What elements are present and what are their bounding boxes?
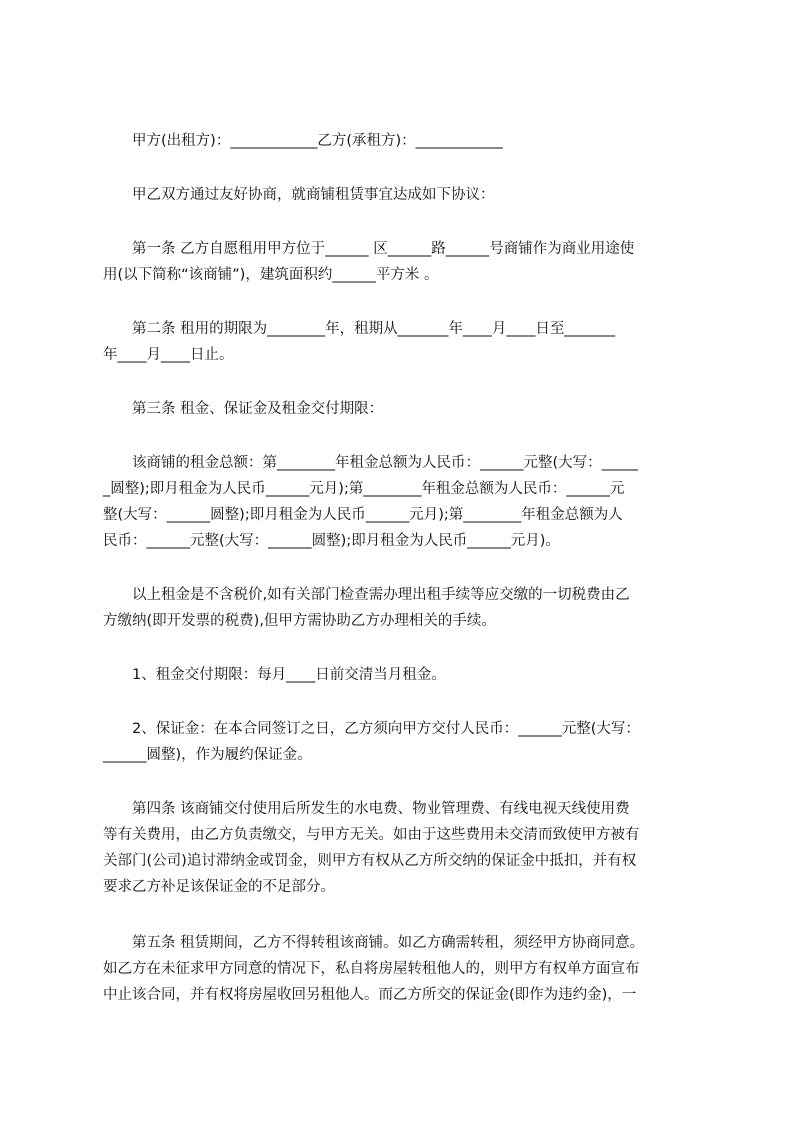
text-line: 第三条 租金、保证金及租金交付期限： — [103, 401, 384, 417]
paragraph-tax-note — [103, 582, 703, 634]
paragraph-item-1 — [103, 662, 703, 688]
text-line: 等有关费用，由乙方负责缴交，与甲方无关。如由于这些费用未交清而致使甲方被有 — [103, 827, 640, 843]
text-line: ______圆整)，作为履约保证金。 — [103, 747, 312, 763]
text-line: 如乙方在未征求甲方同意的情况下，私自将房屋转租他人的，则甲方有权单方面宣布 — [103, 961, 640, 977]
text-line: 整(大写：______圆整);即月租金为人民币______元月);第________年租金总额为人 — [103, 507, 623, 523]
paragraph-item-2 — [103, 716, 703, 768]
text-line: 以上租金是不含税价,如有关部门检查需办理出租手续等应交缴的一切税费由乙 — [103, 587, 630, 603]
paragraph-intro — [103, 182, 703, 208]
text-line: 1、租金交付期限：每月____日前交清当月租金。 — [103, 667, 446, 683]
paragraph-rent-total — [103, 450, 703, 554]
text-line: 方缴纳(即开发票的税费),但甲方需协助乙方办理相关的手续。 — [103, 613, 496, 629]
text-line: 关部门(公司)追讨滞纳金或罚金，则甲方有权从乙方所交纳的保证金中抵扣，并有权 — [103, 853, 637, 869]
text-line: 甲方(出租方)：____________乙方(承租方)：____________ — [103, 133, 503, 149]
text-line: 年____月____日止。 — [103, 347, 234, 363]
text-line: 第四条 该商铺交付使用后所发生的水电费、物业管理费、有线电视天线使用费 — [103, 801, 630, 817]
text-line: 民币：______元整(大写：______圆整);即月租金为人民币______元月)。 — [103, 533, 560, 549]
paragraph-article-2 — [103, 316, 703, 368]
text-line: 第五条 租赁期间，乙方不得转租该商铺。如乙方确需转租，须经甲方协商同意。 — [103, 935, 645, 951]
paragraph-article-5 — [103, 930, 703, 1008]
text-line: 2、保证金：在本合同签订之日，乙方须向甲方交付人民币：______元整(大写： — [103, 721, 640, 737]
text-line: _圆整);即月租金为人民币______元月);第________年租金总额为人民币：______元 — [103, 481, 625, 497]
text-line: 用(以下简称“该商铺”)，建筑面积约______平方米 。 — [103, 267, 439, 283]
paragraph-article-1 — [103, 236, 703, 288]
paragraph-article-3 — [103, 396, 703, 422]
text-line: 第一条 乙方自愿租用甲方位于______ 区______路______号商铺作为商业用途使 — [103, 241, 635, 257]
text-line: 中止该合同，并有权将房屋收回另租他人。而乙方所交的保证金(即作为违约金)，一 — [103, 987, 637, 1003]
text-line: 该商铺的租金总额：第________年租金总额为人民币：______元整(大写：_____ — [103, 455, 638, 471]
text-line: 第二条 租用的期限为________年，租期从_______年____月____日至_______ — [103, 321, 616, 337]
text-line: 要求乙方补足该保证金的不足部分。 — [103, 879, 335, 895]
text-line: 甲乙双方通过友好协商，就商铺租赁事宜达成如下协议： — [103, 187, 495, 203]
paragraph-parties — [103, 128, 703, 154]
paragraph-article-4 — [103, 796, 703, 900]
